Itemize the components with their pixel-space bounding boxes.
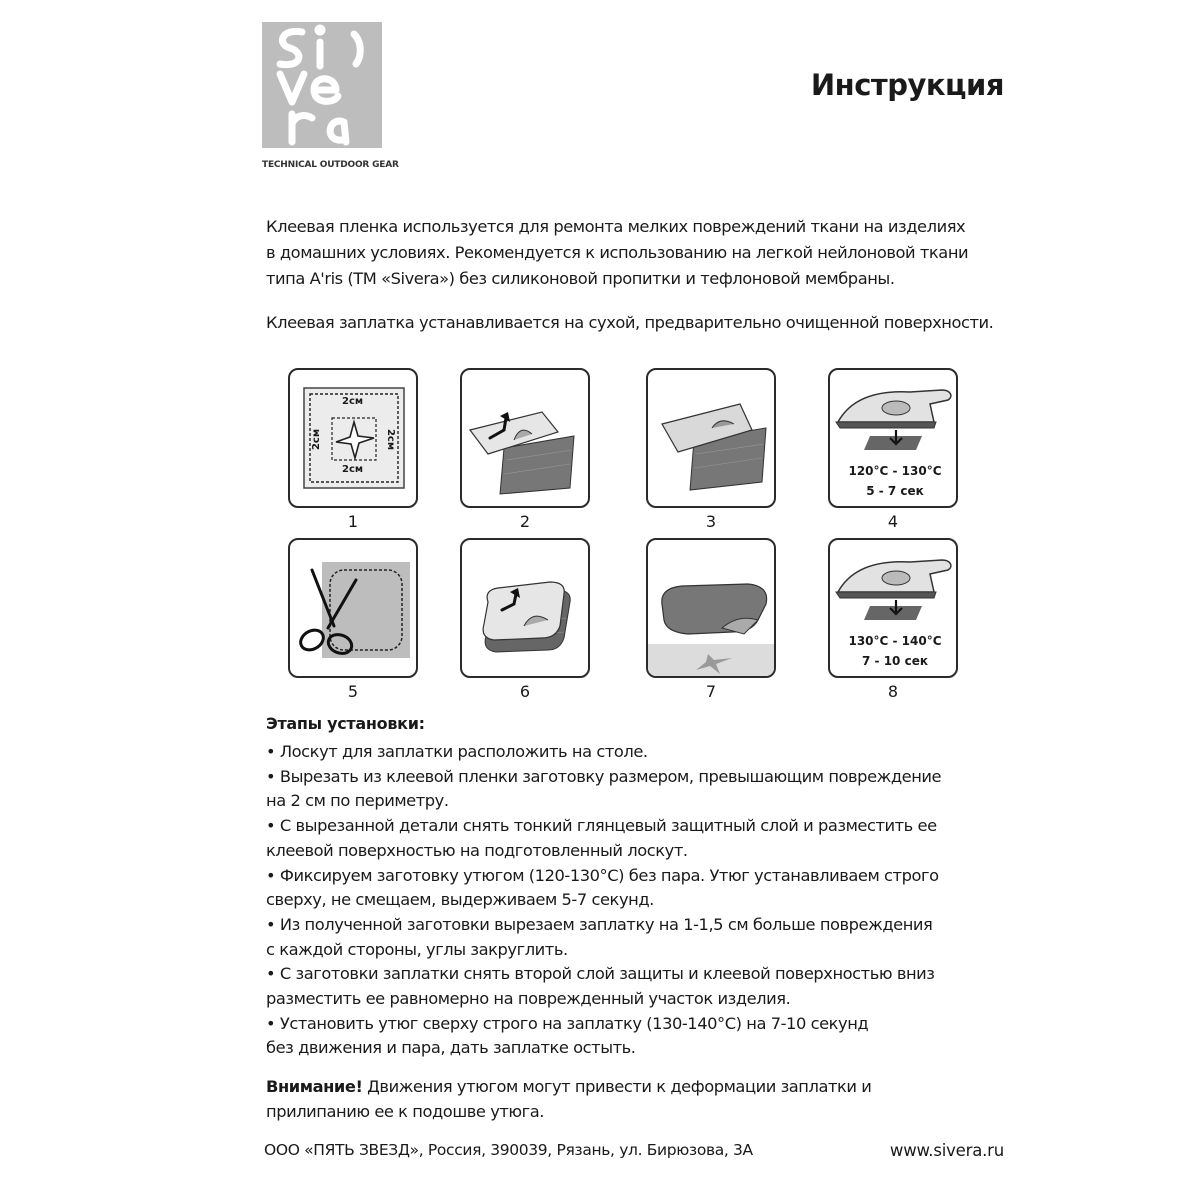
margin-label-right: 2см [385,428,397,451]
step-line: • Фиксируем заготовку утюгом (120-130°С) без пара. Утюг устанавливаем строго [266,865,939,885]
figure-3-number: 3 [705,512,717,531]
figure-7-number: 7 [705,682,717,701]
margin-label-top: 2см [342,396,364,407]
step-line: • Установить утюг сверху строго на заплатку (130-140°С) на 7-10 секунд [266,1013,869,1033]
footer-address: ООО «ПЯТЬ ЗВЕЗД», Россия, 390039, Рязань, ул. Бирюзова, 3А [264,1141,753,1159]
intro-line: в домашних условиях. Рекомендуется к использованию на легкой нейлоновой ткани [266,243,969,262]
step-line: • Лоскут для заплатки расположить на столе. [266,742,648,761]
brand-logo [262,22,402,170]
steps-heading: Этапы установки: [266,714,425,733]
steps-list [266,740,1026,1061]
figure-6-peel [460,538,590,678]
logo-lettering-graphic [262,22,382,148]
step-line: на 2 см по периметру. [266,791,449,811]
figure-8-iron [828,538,958,678]
step-line: • Из полученной заготовки вырезаем заплатку на 1-1,5 см больше повреждения [266,914,933,934]
warning-note [266,1074,1026,1124]
figure-8-duration: 7 - 10 сек [862,654,928,668]
step-line: • Вырезать из клеевой пленки заготовку размером, превышающим повреждение [266,766,942,786]
step-line: без движения и пара, дать заплатке остыть. [266,1038,636,1058]
intro-line: типа A'ris (ТМ «Sivera») без силиконовой пропитки и тефлоновой мембраны. [266,269,895,288]
brand-tagline: TECHNICAL OUTDOOR GEAR [262,160,399,170]
logo-mark [262,22,382,148]
warning-label: Внимание! [266,1077,363,1096]
step-line: с каждой стороны, углы закруглить. [266,939,568,959]
warning-text-continued: прилипанию ее к подошве утюга. [266,1102,545,1121]
step-line: разместить ее равномерно на поврежденный участок изделия. [266,989,791,1009]
footer-website-link[interactable]: www.sivera.ru [889,1141,1004,1160]
step-line: • С вырезанной детали снять тонкий глянцевый защитный слой и разместить ее [266,816,937,836]
figure-8-temperature: 130°C - 140°C [848,634,942,648]
figure-4-iron [828,368,958,508]
figure-1-number: 1 [347,512,359,531]
figure-3-place [646,368,776,508]
figure-4-duration: 5 - 7 сек [866,484,924,498]
figure-8-number: 8 [887,682,899,701]
figure-5-cut [288,538,418,678]
figure-6-number: 6 [519,682,531,701]
warning-text: Движения утюгом могут привести к деформации заплатки и [362,1077,872,1096]
figure-4-number: 4 [887,512,899,531]
page-title: Инструкция [810,68,1004,102]
step-line: клеевой поверхностью на подготовленный лоскут. [266,840,688,860]
step-line: сверху, не смещаем, выдерживаем 5-7 секунд. [266,890,654,910]
figure-2-number: 2 [519,512,531,531]
margin-label-bottom: 2см [342,464,364,475]
intro-paragraph [266,214,1026,292]
margin-label-left: 2см [311,428,323,451]
figure-5-number: 5 [347,682,359,701]
surface-note: Клеевая заплатка устанавливается на сухой, предварительно очищенной поверхности. [266,313,994,332]
figure-4-temperature: 120°C - 130°C [848,464,942,478]
figure-2-peel [460,368,590,508]
intro-line: Клеевая пленка используется для ремонта мелких повреждений ткани на изделиях [266,217,966,236]
step-line: • С заготовки заплатки снять второй слой защиты и клеевой поверхностью вниз [266,964,935,984]
figure-7-apply [646,538,776,678]
figure-1-measure [288,368,418,508]
